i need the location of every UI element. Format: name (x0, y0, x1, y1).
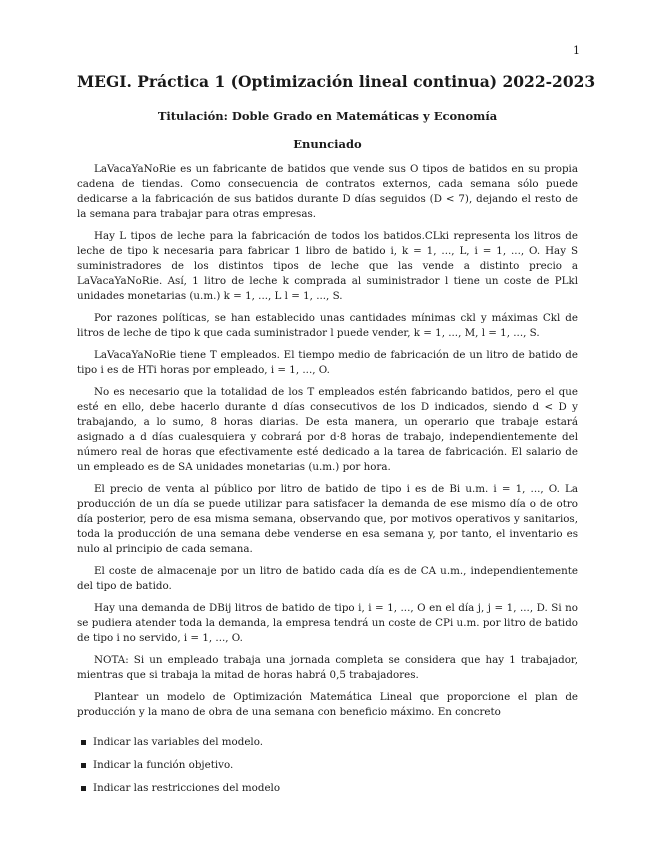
document-subtitle: Titulación: Doble Grado en Matemáticas y Economía (157, 109, 498, 123)
section-heading: Enunciado (293, 137, 362, 151)
list-item (77, 735, 578, 749)
bullet-square-icon (81, 740, 86, 745)
list-item (77, 758, 578, 772)
bullet-square-icon (81, 786, 86, 791)
bullet-square-icon (81, 763, 86, 768)
paragraph-demand: Hay una demanda de DBij litros de batido de tipo i, i = 1, ..., O en el día j, j = 1, ..., D. Si no se pudiera atender toda la demanda, la empresa tendrá un coste de CPi u.m. por litro de batido de tipo i no servido, i = 1, ..., O. (77, 602, 578, 644)
paragraph-supplier-limits: Por razones políticas, se han establecido unas cantidades mínimas ckl y máximas Ckl de litros de leche de tipo k que cada suministrador l puede vender, k = 1, ..., M, l = 1, ..., S. (77, 312, 578, 339)
paragraph-intro: LaVacaYaNoRie es un fabricante de batidos que vende sus O tipos de batidos en su propia cadena de tiendas. Como consecuencia de contratos externos, cada semana sólo puede dedicarse a la fabricación de sus batidos durante D días seguidos (D < 7), dejando el resto de la semana para trabajar para otras empresas. (77, 163, 578, 220)
paragraph-note: NOTA: Si un empleado trabaja una jornada completa se considera que hay 1 trabajador, mientras que si trabaja la mitad de horas habrá 0,5 trabajadores. (77, 654, 578, 681)
paragraph-task: Plantear un modelo de Optimización Matemática Lineal que proporcione el plan de producción y la mano de obra de una semana con beneficio máximo. En concreto (77, 691, 578, 718)
document-body (77, 72, 596, 804)
paragraph-sale-price: El precio de venta al público por litro de batido de tipo i es de Bi u.m. i = 1, ..., O. La producción de un día se puede utilizar para satisfacer la demanda de ese mismo día o de otro día posterior, pero de esa misma semana, observando que, por motivos operativos y sanitarios, toda la producción de una semana debe venderse en esa semana y, por tanto, el inventario es nulo al principio de cada semana. (77, 483, 578, 555)
list-item-text: Indicar las restricciones del modelo (93, 782, 281, 794)
page-number: 1 (573, 44, 580, 57)
paragraph-storage-cost: El coste de almacenaje por un litro de batido cada día es de CA u.m., independientemente del tipo de batido. (77, 565, 578, 592)
list-item-text: Indicar la función objetivo. (93, 759, 234, 771)
list-item (77, 781, 578, 795)
list-item-text: Indicar las variables del modelo. (93, 736, 264, 748)
paragraph-milk-types: Hay L tipos de leche para la fabricación de todos los batidos.CLki representa los litros de leche de tipo k necesaria para fabricar 1 libro de batido i, k = 1, ..., L, i = 1, ..., O. Hay S suministradores de los distintos tipos de leche que las vende a distinto precio a LaVacaYaNoRie. Así, 1 litro de leche k comprada al suministrador l tiene un coste de PLkl unidades monetarias (u.m.) k = 1, ..., L l = 1, ..., S. (77, 230, 578, 302)
task-list (77, 735, 578, 795)
paragraph-work-schedule: No es necesario que la totalidad de los T empleados estén fabricando batidos, pero el que esté en ello, debe hacerlo durante d días consecutivos de los D indicados, siendo d < D y trabajando, a lo sumo, 8 horas diarias. De esta manera, un operario que trabaje estará asignado a d días cualesquiera y cobrará por d·8 horas de trabajo, independientemente del número real de horas que efectivamente esté dedicado a la tarea de fabricación. El salario de un empleado es de SA unidades monetarias (u.m.) por hora. (77, 386, 578, 473)
paragraph-employees: LaVacaYaNoRie tiene T empleados. El tiempo medio de fabricación de un litro de batido de tipo i es de HTi horas por empleado, i = 1, ..., O. (77, 349, 578, 376)
document-title: MEGI. Práctica 1 (Optimización lineal continua) 2022-2023 (77, 72, 596, 91)
